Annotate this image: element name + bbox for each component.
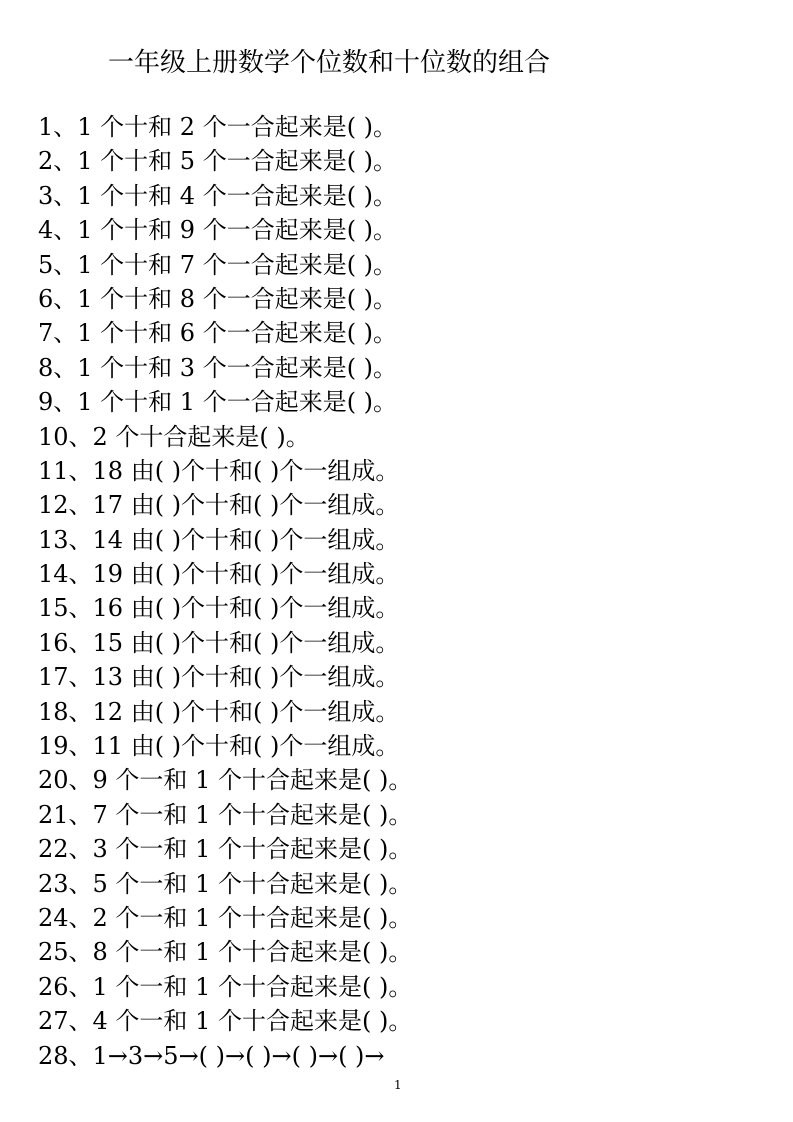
page-title: 一年级上册数学个位数和十位数的组合 — [108, 48, 551, 78]
question-item: 16、15 由( )个十和( )个一组成。 — [38, 628, 400, 657]
question-item: 21、7 个一和 1 个十合起来是( )。 — [38, 800, 413, 829]
question-item: 23、5 个一和 1 个十合起来是( )。 — [38, 869, 413, 898]
question-item: 25、8 个一和 1 个十合起来是( )。 — [38, 938, 413, 967]
question-item: 14、19 由( )个十和( )个一组成。 — [38, 560, 400, 589]
question-item: 15、16 由( )个十和( )个一组成。 — [38, 594, 400, 623]
question-item: 9、1 个十和 1 个一合起来是( )。 — [38, 388, 398, 417]
question-item: 3、1 个十和 4 个一合起来是( )。 — [38, 181, 398, 210]
question-item: 13、14 由( )个十和( )个一组成。 — [38, 525, 400, 554]
question-item: 17、13 由( )个十和( )个一组成。 — [38, 663, 400, 692]
question-item: 24、2 个一和 1 个十合起来是( )。 — [38, 903, 413, 932]
question-list — [38, 110, 778, 1073]
question-item: 20、9 个一和 1 个十合起来是( )。 — [38, 766, 413, 795]
question-item: 22、3 个一和 1 个十合起来是( )。 — [38, 835, 413, 864]
question-item: 28、1→3→5→( )→( )→( )→( )→ — [38, 1041, 385, 1070]
question-item: 8、1 个十和 3 个一合起来是( )。 — [38, 353, 398, 382]
question-item: 1、1 个十和 2 个一合起来是( )。 — [38, 113, 398, 141]
question-item: 12、17 由( )个十和( )个一组成。 — [38, 491, 400, 520]
question-item: 2、1 个十和 5 个一合起来是( )。 — [38, 147, 398, 176]
question-item: 18、12 由( )个十和( )个一组成。 — [38, 697, 400, 726]
question-item: 26、1 个一和 1 个十合起来是( )。 — [38, 972, 413, 1001]
question-item: 19、11 由( )个十和( )个一组成。 — [38, 732, 400, 761]
page-number: 1 — [394, 1078, 402, 1092]
question-item: 11、18 由( )个十和( )个一组成。 — [38, 456, 400, 485]
question-item: 10、2 个十合起来是( )。 — [38, 422, 310, 451]
question-item: 7、1 个十和 6 个一合起来是( )。 — [38, 319, 398, 348]
question-item: 6、1 个十和 8 个一合起来是( )。 — [38, 284, 398, 313]
question-item: 27、4 个一和 1 个十合起来是( )。 — [38, 1007, 413, 1036]
question-item: 4、1 个十和 9 个一合起来是( )。 — [38, 216, 398, 245]
question-item: 5、1 个十和 7 个一合起来是( )。 — [38, 250, 398, 279]
